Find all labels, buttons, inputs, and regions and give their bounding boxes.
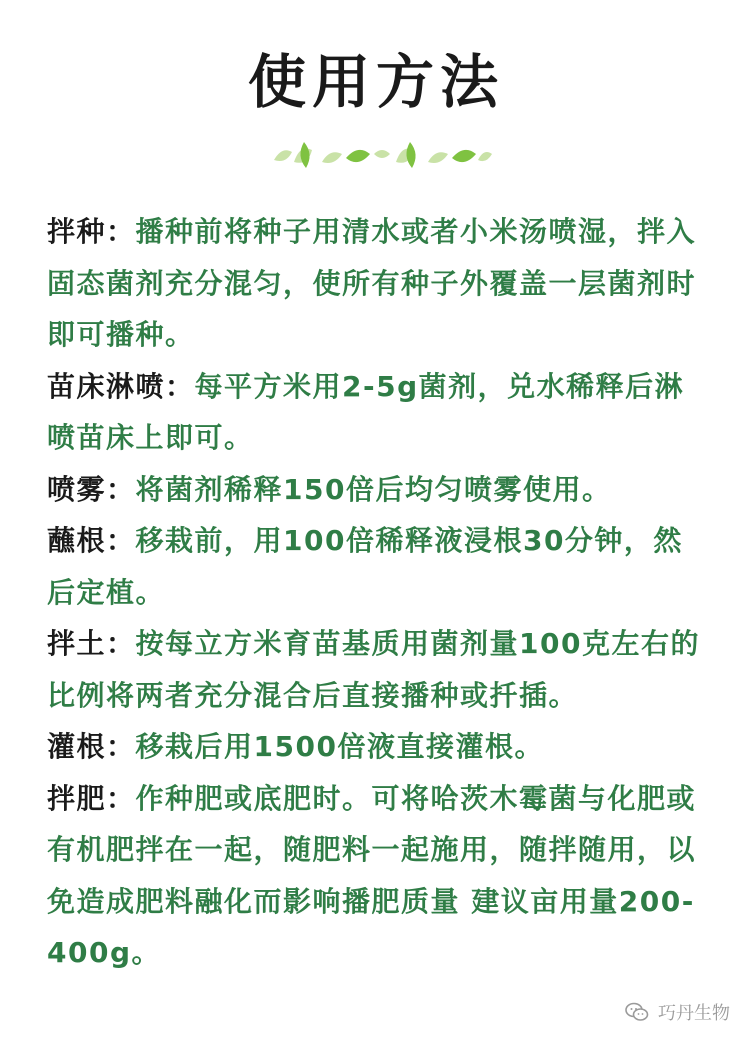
section-label: 苗床淋喷： bbox=[47, 369, 195, 403]
section-label: 蘸根： bbox=[47, 524, 136, 557]
section-label: 灌根： bbox=[47, 730, 136, 763]
watermark-text: 巧丹生物 bbox=[658, 1003, 730, 1023]
section-root-irrigation bbox=[47, 721, 707, 773]
section-mix-seed bbox=[47, 206, 707, 361]
section-text: 移栽后用1500倍液直接灌根。 bbox=[135, 730, 544, 763]
section-text: 每平方米用2-5g菌剂，兑水稀释后淋喷苗床上即可。 bbox=[47, 369, 685, 454]
leaf-divider-icon bbox=[262, 140, 492, 170]
section-text: 播种前将种子用清水或者小米汤喷湿，拌入固态菌剂充分混匀，使所有种子外覆盖一层菌剂时即可播种。 bbox=[47, 215, 697, 351]
section-mix-soil bbox=[47, 618, 707, 721]
section-text: 将菌剂稀释150倍后均匀喷雾使用。 bbox=[135, 472, 612, 506]
section-label: 拌种： bbox=[47, 215, 136, 248]
watermark bbox=[624, 998, 730, 1026]
section-seedbed-spray bbox=[47, 361, 707, 464]
page-title: 使用方法 bbox=[247, 48, 504, 116]
section-label: 拌肥： bbox=[47, 781, 136, 815]
section-root-dip bbox=[47, 515, 707, 618]
section-spray bbox=[47, 464, 707, 516]
section-mix-fertilizer bbox=[47, 773, 707, 979]
section-text: 移栽前，用100倍稀释液浸根30分钟，然后定植。 bbox=[47, 524, 683, 609]
section-text: 按每立方米育苗基质用菌剂量100克左右的比例将两者充分混合后直接播种或扦插。 bbox=[47, 627, 700, 712]
section-label: 拌土： bbox=[47, 627, 136, 660]
section-text: 作种肥或底肥时。可将哈茨木霉菌与化肥或有机肥拌在一起，随肥料一起施用，随拌随用，以免造成肥料融化而影响播肥质量 建议亩用量200-400g。 bbox=[47, 781, 697, 969]
section-label: 喷雾： bbox=[47, 472, 136, 506]
instructions-content bbox=[47, 206, 707, 979]
wechat-icon bbox=[624, 999, 650, 1025]
